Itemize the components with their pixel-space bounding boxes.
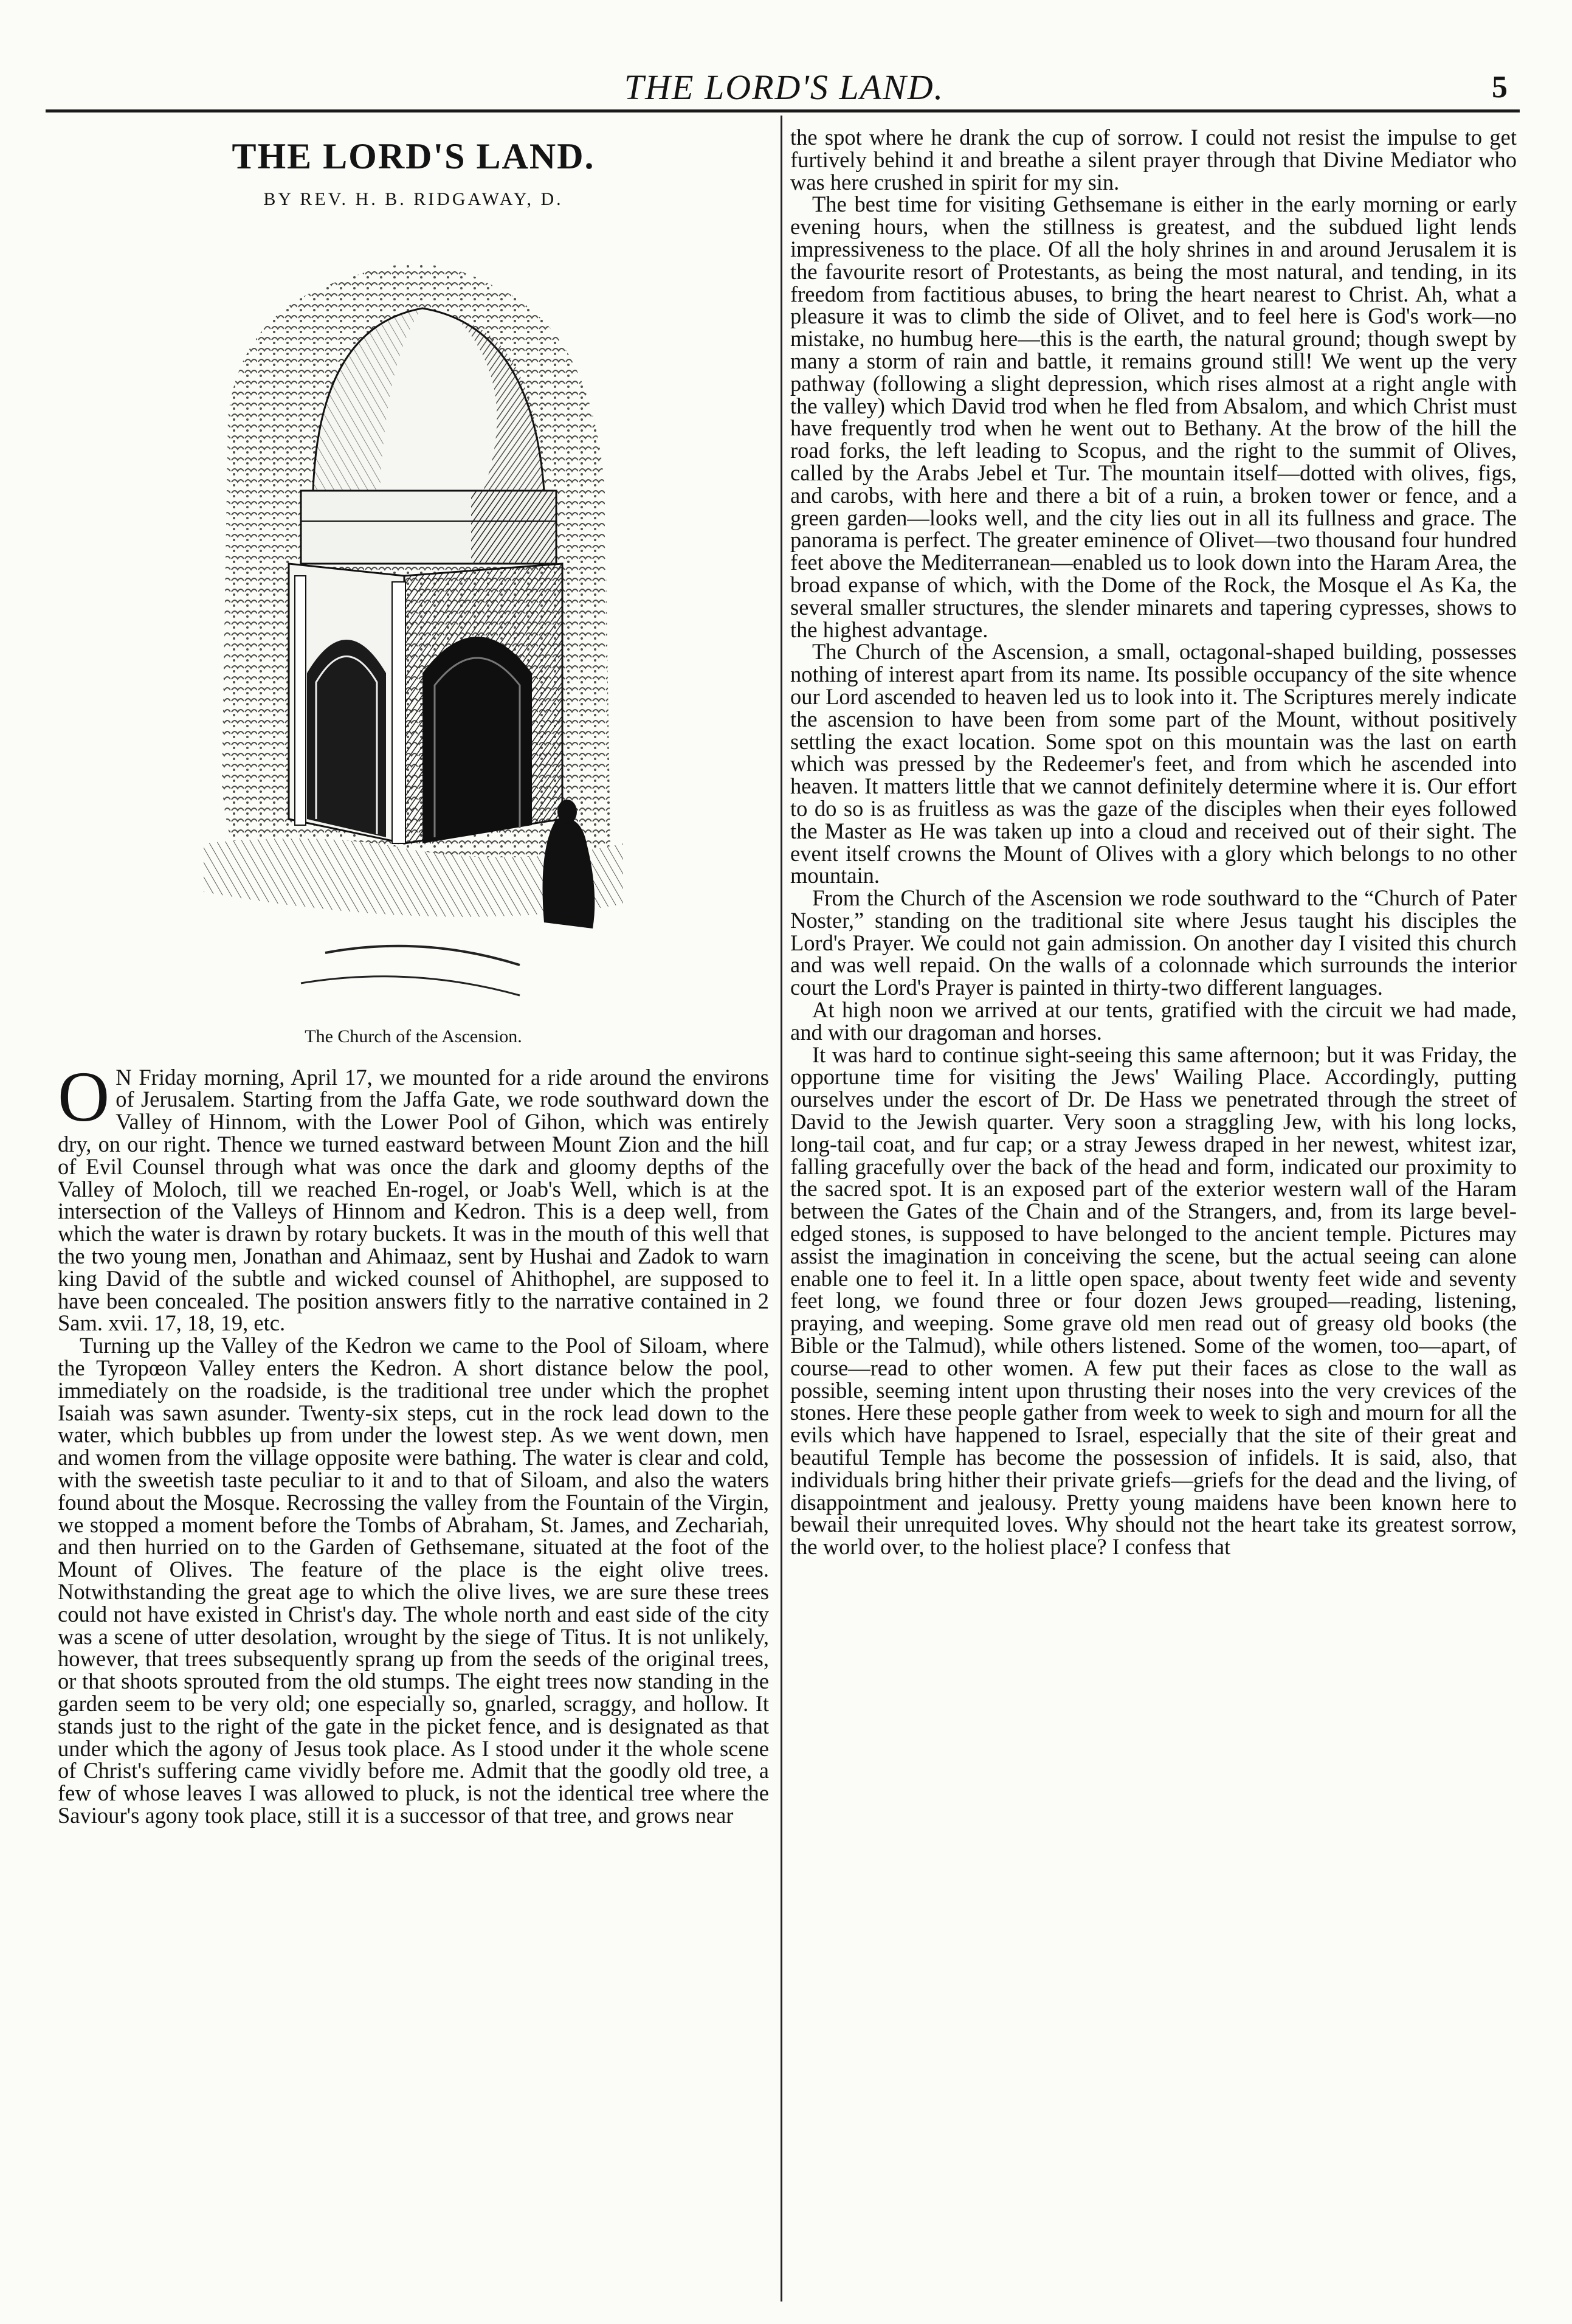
column-rule	[781, 116, 782, 2302]
paragraph	[58, 1056, 769, 1336]
paragraph: It was hard to continue sight-seeing this same afternoon; but it was Friday, the opportune time for visiting the Jews' Wailing Place. Accordingly, putting ourselves under the escort of Dr. De Hass we penetrated through the street of David to the Jewish quarter. Very soon a straggling Jew, with his long locks, long-tail coat, and fur cap; or a stray Jewess draped in her newest, whitest izar, falling gracefully over the back of the head and form, indicated our proximity to the sacred spot. It is an exposed part of the exterior western wall of the Haram between the Gates of the Chain and of the Strangers, and, from its large bevel-edged stones, is supposed to have belonged to the ancient temple. Pictures may assist the imagination in conceiving the scene, but the actual seeing can alone enable one to feel it. In a little open space, about twenty feet wide and seventy feet long, we found three or four dozen Jews grouped—reading, listening, praying, and weeping. Some grave old men read out of greasy old books (the Bible or the Talmud), while others listened. Some of the women, too—apart, of course—read to other women. A few put their faces as close to the wall as possible, seeming intent upon thrusting their noses into the very crevices of the stones. Here these people gather from week to week to sigh and mourn for all the evils which have happened to Israel, especially that the site of their great and beautiful Temple has become the possession of infidels. It is said, also, that individuals bring hither their private griefs—griefs for the dead and the living, of disappointment and jealousy. Pretty young maidens have been known here to bewail their unrequited loves. Why should not the heart take its greatest sorrow, the world over, to the holiest place? I confess that	[790, 1042, 1517, 1560]
running-title: THE LORD'S LAND.	[624, 67, 945, 107]
drop-cap: O	[58, 1056, 110, 1136]
right-column	[790, 126, 1517, 2315]
paragraph: The best time for visiting Gethsemane is either in the early morning or early evening hours, when the stillness is greatest, and the subdued light lends impressiveness to the place. Of all the holy shrines in and around Jerusalem it is the favourite resort of Protestants, as being the most natural, and tending, in its freedom from factitious abuses, to bring the heart nearest to Christ. Ah, what a pleasure it was to climb the side of Olivet, and to feel here is God's work—no mistake, no humbug here—this is the earth, the natural ground; though swept by many a storm of rain and battle, it remains ground still! We went up the very pathway (following a slight depression, which rises almost at a right angle with the valley) which David trod when he fled from Absalom, and which Christ must have frequently trod when he went out to Bethany. At the brow of the hill the road forks, the left leading to Scopus, and the right to the summit of Olives, called by the Arabs Jebel et Tur. The mountain itself—dotted with olives, figs, and carobs, with here and there a bit of a ruin, a broken tower or fence, and a green garden—looks well, and the city lies out in all its fullness and grace. The panorama is perfect. The greater eminence of Olivet—two thousand four hundred feet above the Mediterranean—enabled us to look down into the Haram Area, the broad expanse of which, with the Dome of the Rock, the Mosque el As Ka, the several smaller structures, the slender minarets and tapering cypresses, shows to the highest advantage.	[790, 192, 1517, 642]
paragraph: Turning up the Valley of the Kedron we came to the Pool of Siloam, where the Tyropœon Valley enters the Kedron. A short distance below the pool, immediately on the roadside, is the traditional tree under which the prophet Isaiah was sawn asunder. Twenty-six steps, cut in the rock lead down to the water, which bubbles up from under the lowest step. As we went down, men and women from the village opposite were bathing. The water is clear and cold, with the sweetish taste peculiar to it and to that of Siloam, and also the waters found about the Mosque. Recrossing the valley from the Fountain of the Virgin, we stopped a moment before the Tombs of Abraham, St. James, and Zechariah, and then hurried on to the Garden of Gethsemane, situated at the foot of the Mount of Olives. The feature of the place is the eight olive trees. Notwithstanding the great age to which the olive lives, we are sure these trees could not have existed in Christ's day. The whole north and east side of the city was a scene of utter desolation, wrought by the siege of Titus. It is not unlikely, however, that trees subsequently sprang up from the seeds of the original trees, or that shoots sprouted from the old stumps. The eight trees now standing in the garden seem to be very old; one especially so, gnarled, scraggy, and hollow. It stands just to the right of the gate in the picket fence, and is designated as that under which the agony of Jesus took place. As I stood under it the whole scene of Christ's suffering came vividly before me. Admit that the goodly old tree, a few of whose leaves I was allowed to pluck, is not the identical tree where the Saviour's agony took place, still it is a successor of that tree, and grows near	[58, 1333, 769, 1828]
paragraph-text: N Friday morning, April 17, we mounted for a ride around the environs of Jerusalem. Starting from the Jaffa Gate, we rode southward down the Valley of Hinnom, with the Lower Pool of Gihon, which was entirely dry, on our right. Thence we turned eastward between Mount Zion and the hill of Evil Counsel through what was once the dark and gloomy depths of the Valley of Moloch, till we reached En-rogel, or Joab's Well, which is at the intersection of the Valleys of Hinnom and Kedron. This is a deep well, from which the water is drawn by rotary buckets. It was in the mouth of this well that the two young men, Jonathan and Ahimaaz, sent by Hushai and Zadok to warn king David of the subtle and wicked counsel of Ahithophel, are supposed to have been concealed. The position answers fitly to the narrative contained in 2 Sam. xvii. 17, 18, 19, etc.	[58, 1064, 769, 1336]
running-head	[49, 67, 1520, 116]
paragraph: The Church of the Ascension, a small, octagonal-shaped building, possesses nothing of interest apart from its name. Its possible occupancy of the site whence our Lord ascended to heaven led us to look into it. The Scriptures merely indicate the ascension to have been from some part of the Mount, without positively settling the exact location. Some spot on this mountain was the last on earth which was pressed by the Redeemer's feet, and from which he ascended into heaven. It matters little that we cannot definitely determine where it is. Our effort to do so is as fruitless as was the gaze of the disciples when their eyes followed the Master as He was taken up into a cloud and received out of their sight. The event itself crowns the Mount of Olives with a glory which belongs to no other mountain.	[790, 639, 1517, 888]
church-illustration	[204, 235, 623, 1020]
page-number: 5	[1492, 70, 1508, 105]
paragraph: From the Church of the Ascension we rode southward to the “Church of Pater Noster,” standing on the traditional site where Jesus taught his disciples the Lord's Prayer. We could not gain admission. On another day I visited this church and was well repaid. On the walls of a colonnade which surrounds the interior court the Lord's Prayer is painted in thirty-two different languages.	[790, 885, 1517, 1000]
figure-caption: The Church of the Ascension.	[305, 1026, 522, 1046]
header-rule	[46, 109, 1520, 112]
article-title: THE LORD'S LAND.	[232, 136, 595, 176]
paragraph: the spot where he drank the cup of sorrow. I could not resist the impulse to get furtively behind it and breathe a silent prayer through that Divine Mediator who was here crushed in spirit for my sin.	[790, 126, 1517, 195]
paragraph: At high noon we arrived at our tents, gratified with the circuit we had made, and with our dragoman and horses.	[790, 997, 1517, 1045]
left-column	[58, 122, 769, 2311]
byline: BY REV. H. B. RIDGAWAY, D.	[263, 189, 564, 209]
